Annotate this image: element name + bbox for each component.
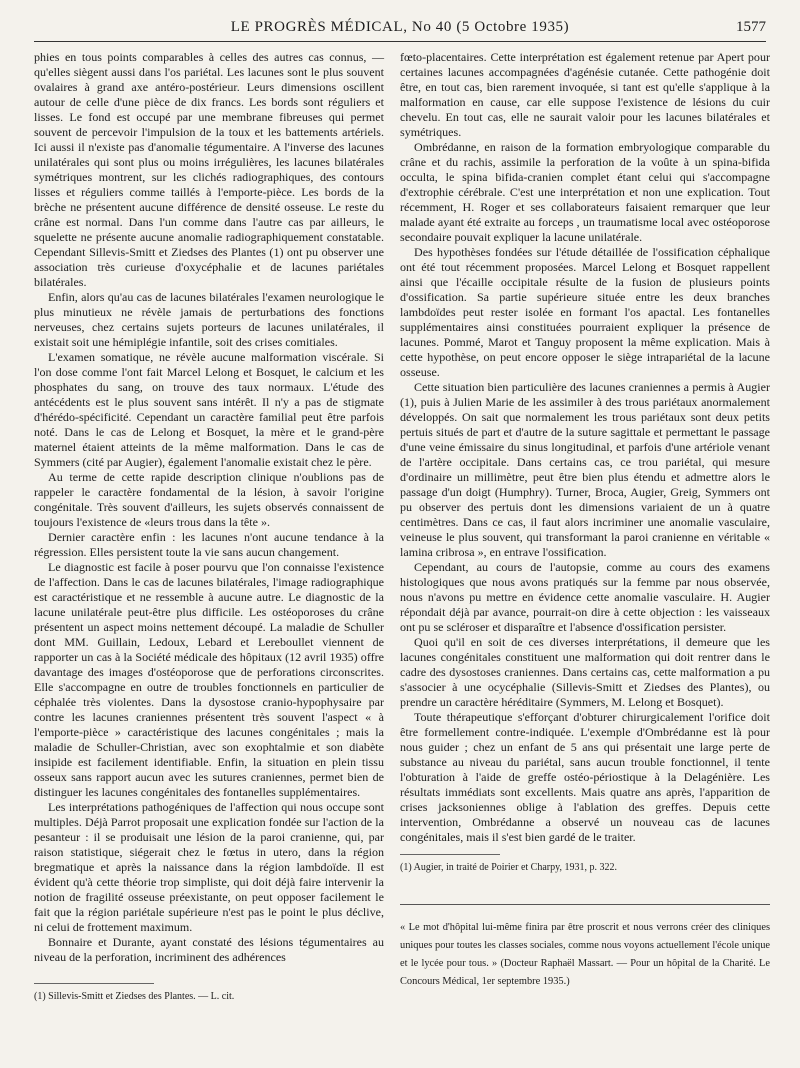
- paragraph: Toute thérapeutique s'efforçant d'obturer chirurgicalement l'orifice doit être formellement contre-indiquée. L'exemple d'Ombrédanne est là pour nous guider ; chez un enfant de 5 ans qui présentait une large perte de substance au niveau du pariétal, sans aucun trouble fonctionnel, il tente l'obturation à l'aide de greffe ostéo-périostique à la Delagénière. Les résultats immédiats sont excellents. Mais quatre ans après, l'apparition de crises jacksoniennes oblige à l'ablation des greffes. Depuis cette intervention, Ombrédanne a observé un nouveau cas de lacunes congénitales, mais il s'est bien gardé de le traiter.: [400, 710, 770, 844]
- running-title: LE PROGRÈS MÉDICAL, No 40 (5 Octobre 1935): [230, 19, 570, 35]
- paragraph: Des hypothèses fondées sur l'étude détaillée de l'ossification céphalique ont été tout récemment proposées. Marcel Lelong et Bosquet rappellent ainsi que l'écaille occipitale résulte de la fusion de plusieurs points d'ossification. Sa partie supérieure située entre les deux branches lambdoïdes peut rester isolée en formant l'os apactal. Les fontanelles supplémentaires ainsi constituées pourraient expliquer la présence de lacunes. Pommé, Marot et Tanguy proposent la même explication. Mais à cette hypothèse, on peut encore opposer le siège intrapariétal de la lacune osseuse.: [400, 245, 770, 379]
- boxed-quote: « Le mot d'hôpital lui-même finira par être proscrit et nous verrons créer des cliniques uniques pour toutes les classes sociales, comme nous voyons actuellement l'école unique et le lycée pour tous. » (Docteur Raphaël Massart. — Pour un hôpital de la Charité. Le Concours Médical, 1er septembre 1935.): [400, 922, 770, 987]
- footnote: (1) Augier, in traité de Poirier et Charpy, 1931, p. 322.: [400, 862, 617, 873]
- paragraph: phies en tous points comparables à celles des autres cas connus, — qu'elles siègent aussi dans l'os pariétal. Les lacunes sont le plus souvent ovalaires à grand axe antéro-postérieur. Leurs dimensions oscillent autour de celle d'une pièce de dix francs. Les bords sont réguliers et lisses. Le fond est occupé par une membrane fibreuses qui permet souvent de percevoir l'impulsion de la toux et les battements artériels. Ici aussi il n'existe pas d'anomalie tégumentaire. A l'inverse des lacunes unilatérales qui sont plus ou moins irrégulières, les lacunes bilatérales symétriques montrent, sur les clichés radiographiques, des contours lisses et réguliers comme taillés à l'emporte-pièce. Les bords de la brèche ne présentent aucune différence de densité osseuse. Le reste du crâne est normal. Dans l'un comme dans l'autre cas par ailleurs, le squelette ne présente aucune anomalie radiographiquement constatable. Cependant Sillevis-Smitt et Ziedses des Plantes (1) ont pu observer une association très curieuse d'oxycéphalie et de lacunes pariétales bilatérales.: [34, 50, 384, 289]
- paragraph: Cette situation bien particulière des lacunes craniennes a permis à Augier (1), puis à Julien Marie de les assimiler à des trous pariétaux anormalement développés. On sait que normalement les trous pariétaux sont deux petits pertuis situés de part et d'autre de la suture sagittale et permettant le passage d'une veine émissaire du sinus longitudinal, et parfois d'une artériole venant de l'artère occipitale. Dans certains cas, ce trou pariétal, qui mesure d'ordinaire un millimètre, peut être bien plus étendu et admettre alors le passage d'un doigt (Humphry). Turner, Broca, Augier, Greig, Symmers ont pu observer des pertuis dont les dimensions variaient de un à quatre centimètres. Dans ce cas, il faut alors incriminer une anomalie vasculaire, veineuse le plus souvent, qui transformant la paroi cranienne en véritable « lamina cribrosa », en entrave l'ossification.: [400, 380, 770, 559]
- paragraph: Cependant, au cours de l'autopsie, comme au cours des examens histologiques que nous avons pratiqués sur la femme par nous observée, nous n'avons pu mettre en évidence cette anomalie vasculaire. H. Augier répondait déjà par avance, pourrait-on dire à cette objection : les vaisseaux ont pu se scléroser et disparaître et l'absence d'ossification persister.: [400, 560, 770, 634]
- paragraph: Les interprétations pathogéniques de l'affection qui nous occupe sont multiples. Déjà Parrot proposait une explication fondée sur l'action de la pesanteur : il se produisait une lésion de la paroi cranienne, qui, par raison statistique, siégerait chez le fœtus in utero, dans la région bregmatique et après la naissance dans la région lambdoïde. Il est évident qu'à cette théorie trop simpliste, qui doit déjà faire intervenir la notion de fragilité osseuse préexistante, on peut opposer facilement le fait que la région pariétale supérieure n'est pas le point le plus déclive, ni celui de frottement maximum.: [34, 800, 384, 934]
- footnote: (1) Sillevis-Smitt et Ziedses des Plantes. — L. cit.: [34, 991, 235, 1002]
- paragraph: Ombrédanne, en raison de la formation embryologique comparable du crâne et du rachis, assimile la perforation de la voûte à un spina-bifida occulta, le spina bifida-cranien complet étant celui qui s'accompagne d'extrophie cérébrale. C'est une interprétation et non une explication. Tout récemment, H. Roger et ses collaborateurs faisaient remarquer que leur malade ayant été extraite au forceps , un traumatisme local avec ostéoporose secondaire pouvait expliquer la lacune unilatérale.: [400, 140, 770, 244]
- section-divider: [400, 904, 770, 905]
- paragraph: Quoi qu'il en soit de ces diverses interprétations, il demeure que les lacunes congénitales constituent une malformation qui doit rentrer dans le cadre des dysostoses craniennes. Dans certains cas, cette malformation a pu s'associer à une ocycéphalie (Sillevis-Smitt et Ziedses des Plantes), ou prendre un caractère héréditaire (Symmers, M. Lelong et Bosquet).: [400, 635, 770, 709]
- footnote-divider: [400, 854, 500, 855]
- paragraph: Dernier caractère enfin : les lacunes n'ont aucune tendance à la régression. Elles persistent toute la vie sans aucun changement.: [34, 530, 384, 559]
- page-header: [34, 17, 766, 42]
- paragraph: fœto-placentaires. Cette interprétation est également retenue par Apert pour certaines lacunes accompagnées d'agénésie cutanée. Cette pathogénie doit être, en tout cas, bien rarement invoquée, si tant est qu'elle s'applique à la malformation en cause, car elle suppose l'existence de lésions du cuir chevelu. En tout cas, elle ne saurait valoir pour les lacunes bilatérales et symétriques.: [400, 50, 770, 139]
- right-column: [400, 50, 770, 991]
- paragraph: Enfin, alors qu'au cas de lacunes bilatérales l'examen neurologique le plus minutieux ne révèle jamais de perturbations des fonctions nerveuses, chez certains sujets porteurs de lacunes unilatérales, il existait soit une hémiplégie infantile, soit des crises comitiales.: [34, 290, 384, 349]
- paragraph: Au terme de cette rapide description clinique n'oublions pas de rappeler le caractère fondamental de la lésion, à savoir l'origine congénitale. Très souvent d'ailleurs, les sujets observés connaissent de toujours l'existence de «leurs trous dans la tête ».: [34, 470, 384, 529]
- page-number: 1577: [736, 19, 766, 35]
- left-column: [34, 50, 384, 1003]
- paragraph: L'examen somatique, ne révèle aucune malformation viscérale. Si l'on dose comme l'ont fait Marcel Lelong et Bosquet, le calcium et les phosphates du sang, on trouve des taux normaux. L'étude des antécédents est le plus souvent sans intérêt. Il n'y a pas de stigmate d'hérédo-spécificité. Cependant un caractère familial peut être parfois noté. Dans le cas de Lelong et Bosquet, la mère et le grand-père maternel étaient atteints de la même malformation. Dans le cas de Symmers (cité par Augier), également l'anomalie existait chez le père.: [34, 350, 384, 469]
- paragraph: Bonnaire et Durante, ayant constaté des lésions tégumentaires au niveau de la perforation, incriminent des adhérences: [34, 935, 384, 964]
- footnote-divider: [34, 983, 154, 984]
- paragraph: Le diagnostic est facile à poser pourvu que l'on connaisse l'existence de l'affection. Dans le cas de lacunes bilatérales, l'image radiographique est caractéristique et ne ressemble à aucune autre. Le diagnostic de la lacune unilatérale peut-être plus difficile. Les ostéoporoses du crâne présentent un aspect moins nettement découpé. La maladie de Schuller dont MM. Guillain, Ledoux, Lebard et Lereboullet viennent de rapporter un cas à la Société médicale des hôpitaux (12 avril 1935) offre davantage des images d'ostéoporose que de perforations circonscrites. Elle s'accompagne en outre de troubles fonctionnels en particulier de céphalée très violentes. Dans la dysostose cranio-hypophysaire par contre les lacunes craniennes présentent très souvent l'aspect « à l'emporte-pièce » caractéristique des lacunes congénitales ; mais la maladie de Schuller-Christian, avec son exophtalmie et son diabète insipide est facilement identifiable. Enfin, la situation en plein tissu osseux sans rapport aucun avec les sutures craniennes, permet bien de distinguer les lacunes congénitales des fontanelles supplémentaires.: [34, 560, 384, 799]
